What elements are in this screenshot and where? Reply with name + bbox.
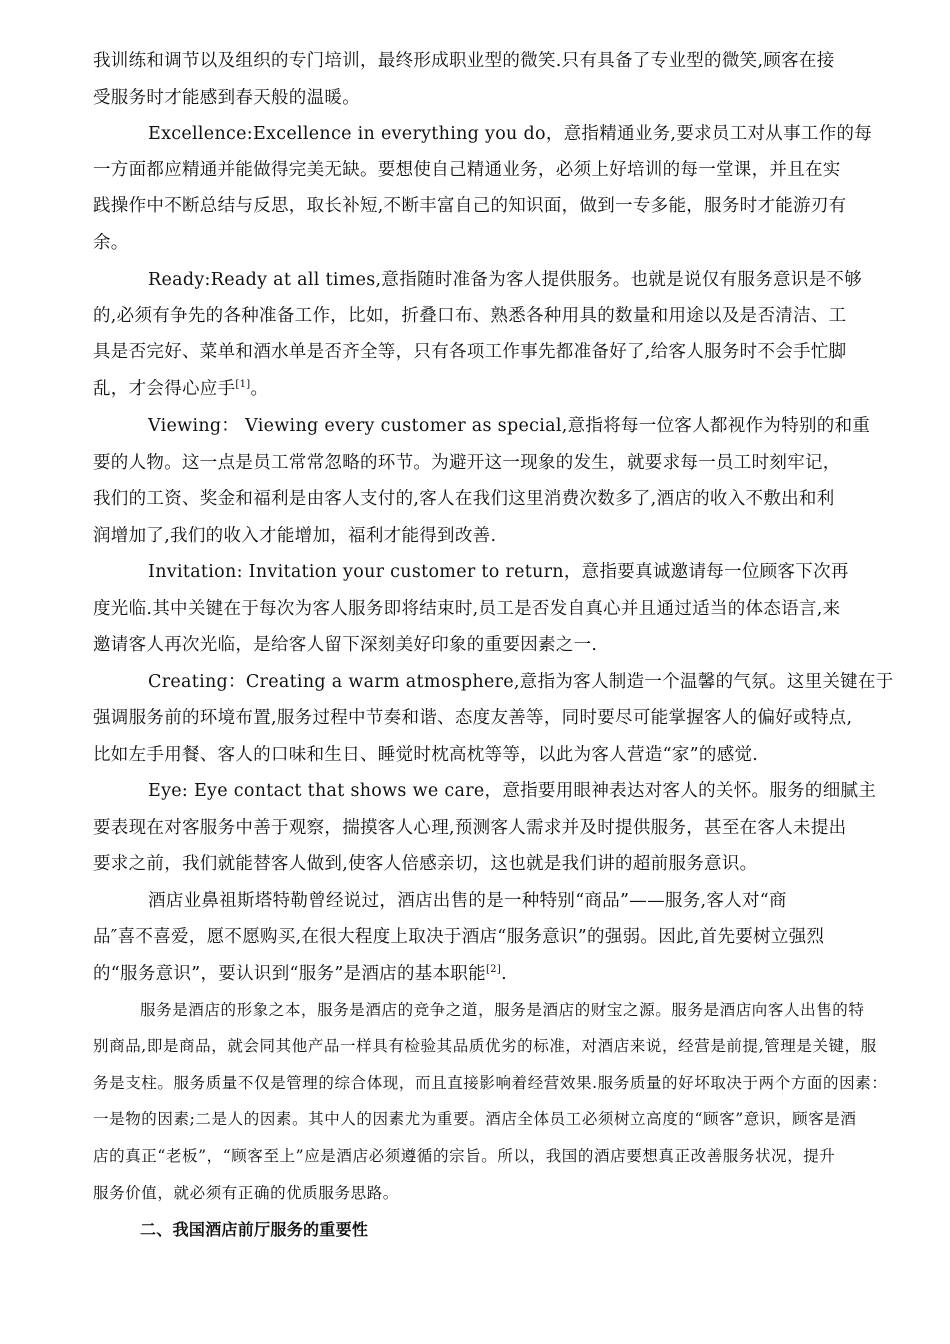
text-line: Excellence:Excellence in everything you do，意指精通业务,要求员工对从事工作的每	[148, 124, 873, 144]
text-line: 品″喜不喜爱，愿不愿购买,在很大程度上取决于酒店“服务意识”的强弱。因此,首先要树立强烈	[93, 927, 825, 947]
section-heading: 二、我国酒店前厅服务的重要性	[140, 1220, 369, 1239]
text-line: 店的真正“老板”，“顾客至上”应是酒店必须遵循的宗旨。所以，我国的酒店要想真正改善服务状况，提升	[93, 1147, 836, 1165]
text-line: 度光临.其中关键在于每次为客人服务即将结束时,员工是否发自真心并且通过适当的体态语言,来	[93, 599, 841, 619]
text-line: 润增加了,我们的收入才能增加，福利才能得到改善.	[93, 526, 497, 546]
text-line: Eye: Eye contact that shows we care，意指要用眼神表达对客人的关怀。服务的细腻主	[148, 781, 877, 801]
text-line	[93, 377, 268, 401]
citation-2[interactable]: [2]	[485, 964, 502, 975]
text-run: .	[501, 964, 507, 984]
text-line: 服务价值，就必须有正确的优质服务思路。	[93, 1184, 399, 1202]
citation-1[interactable]: [1]	[235, 379, 251, 390]
text-line: 我训练和调节以及组织的专门培训，最终形成职业型的微笑.只有具备了专业型的微笑,顾客在接	[93, 51, 835, 71]
text-line: 要求之前，我们就能替客人做到,使客人倍感亲切，这也就是我们讲的超前服务意识。	[93, 854, 758, 874]
text-line: 践操作中不断总结与反思，取长补短,不断丰富自己的知识面，做到一专多能，服务时才能游刃有	[93, 196, 847, 216]
text-line: 酒店业鼻祖斯塔特勒曾经说过，酒店出售的是一种特别“商品”——服务,客人对“商	[148, 891, 787, 911]
text-line	[93, 962, 507, 986]
text-line: 一方面都应精通并能做得完美无缺。要想使自己精通业务，必须上好培训的每一堂课，并且在实	[93, 160, 841, 180]
text-line: 余。	[93, 233, 129, 253]
text-line: 别商品,即是商品，就会同其他产品一样具有检验其品质优劣的标准，对酒店来说，经营是前提,管理是关键，服	[93, 1037, 877, 1055]
text-run: 。	[250, 379, 269, 399]
text-line: 我们的工资、奖金和福利是由客人支付的,客人在我们这里消费次数多了,酒店的收入不敷出和利	[93, 489, 835, 509]
text-line: 要的人物。这一点是员工常常忽略的环节。为避开这一现象的发生，就要求每一员工时刻牢记，	[93, 453, 841, 473]
text-line: 受服务时才能感到春天般的温暖。	[93, 88, 360, 108]
text-line: Invitation: Invitation your customer to return，意指要真诚邀请每一位顾客下次再	[148, 562, 849, 582]
text-line: 具是否完好、菜单和酒水单是否齐全等，只有各项工作事先都准备好了,给客人服务时不会手忙脚	[93, 342, 847, 362]
text-line: 要表现在对客服务中善于观察，揣摸客人心理,预测客人需求并及时提供服务，甚至在客人未提出	[93, 818, 847, 838]
text-line: 邀请客人再次光临，是给客人留下深刻美好印象的重要因素之一.	[93, 635, 598, 655]
text-line: Creating：Creating a warm atmosphere,意指为客人制造一个温馨的气氛。这里关键在于	[148, 672, 894, 692]
text-line: 强调服务前的环境布置,服务过程中节奏和谐、态度友善等，同时要尽可能掌握客人的偏好或特点,	[93, 708, 853, 728]
text-run: 的“服务意识”，要认识到“服务”是酒店的基本职能	[93, 964, 486, 984]
text-line: 比如左手用餐、客人的口味和生日、睡觉时枕高枕等等，以此为客人营造“家”的感觉.	[93, 745, 759, 765]
text-line: 的,必须有争先的各种准备工作，比如，折叠口布、熟悉各种用具的数量和用途以及是否清洁、工	[93, 306, 847, 326]
text-line: 务是支柱。服务质量不仅是管理的综合体现，而且直接影响着经营效果.服务质量的好坏取决于两个方面的因素：	[93, 1074, 888, 1092]
text-line: Viewing： Viewing every customer as special,意指将每一位客人都视作为特别的和重	[148, 416, 871, 436]
text-run: 乱，才会得心应手	[93, 379, 236, 399]
text-line: 一是物的因素;二是人的因素。其中人的因素尤为重要。酒店全体员工必须树立高度的“顾客”意识，顾客是酒	[93, 1110, 857, 1128]
text-line: 服务是酒店的形象之本，服务是酒店的竞争之道，服务是酒店的财宝之源。服务是酒店向客人出售的特	[140, 1001, 865, 1019]
text-line: Ready:Ready at all times,意指随时准备为客人提供服务。也就是说仅有服务意识是不够	[148, 270, 863, 290]
